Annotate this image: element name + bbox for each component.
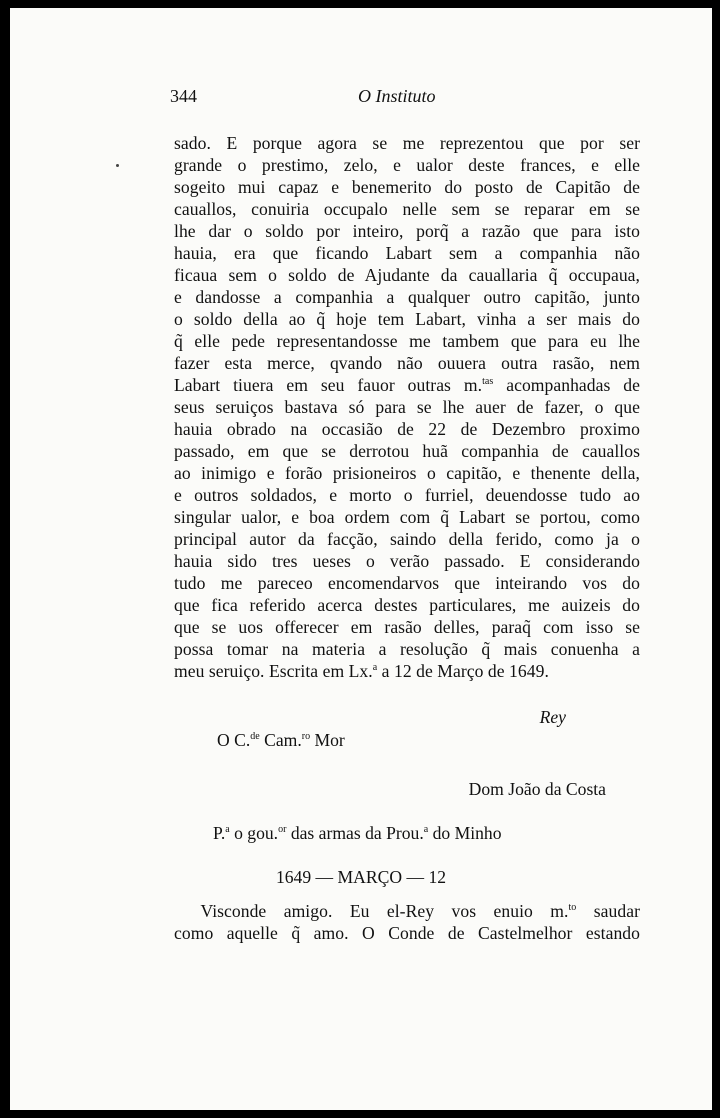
text-fragment: Mor xyxy=(310,730,345,750)
letter-body xyxy=(174,132,640,682)
superscript: de xyxy=(250,731,260,742)
text-line: como aquelle q̃ amo. O Conde de Castelmelhor estando xyxy=(174,923,640,943)
text-fragment: meu seruiço. Escrita em Lx. xyxy=(174,661,373,681)
text-line: sado. E porque agora se me reprezentou que por ser xyxy=(174,133,640,153)
page-number: 344 xyxy=(170,86,197,106)
text-line: sogeito mui capaz e benemerito do posto de Capitão de xyxy=(174,177,640,197)
margin-dot xyxy=(116,164,119,167)
text-line: singular ualor, e boa ordem com q̃ Labart se portou, como xyxy=(174,507,640,527)
signature-rey: Rey xyxy=(539,707,566,727)
superscript: to xyxy=(568,902,577,913)
superscript: tas xyxy=(482,376,494,387)
text-fragment: do Minho xyxy=(428,823,502,843)
text-fragment: O C. xyxy=(217,730,251,750)
text-fragment: das armas da Prou. xyxy=(286,823,424,843)
text-line: hauia obrado na occasião de 22 de Dezembro proximo xyxy=(174,419,640,439)
text-line xyxy=(174,900,640,922)
superscript: a xyxy=(372,662,378,673)
text-fragment: saudar xyxy=(576,901,641,921)
text-fragment: Visconde amigo. Eu el-Rey vos enuio m. xyxy=(200,901,569,921)
book-page xyxy=(10,8,712,1110)
text-line: lhe dar o soldo por inteiro, porq̃ a razão que para isto xyxy=(174,221,640,241)
text-line xyxy=(174,660,640,682)
date-heading: 1649 — MARÇO — 12 xyxy=(275,867,447,887)
text-line: o soldo della ao q̃ hoje tem Labart, vinha a ser mais do xyxy=(174,309,640,329)
text-fragment: o gou. xyxy=(229,823,279,843)
text-line: e dandosse a companhia a qualquer outro capitão, junto xyxy=(174,287,640,307)
text-line: hauia, era que ficando Labart sem a companhia não xyxy=(174,243,640,263)
text-line: que se uos offerecer em rasão delles, paraq̃ com isso se xyxy=(174,617,640,637)
text-line: passado, em que se derrotou huã companhia de cauallos xyxy=(174,441,640,461)
text-fragment: Labart tiuera em seu fauor outras m. xyxy=(174,375,483,395)
second-letter-body xyxy=(174,900,640,944)
running-title: O Instituto xyxy=(358,86,436,106)
superscript: or xyxy=(278,824,287,835)
text-line: fazer esta merce, qvando não ouuera outra rasão, nem xyxy=(174,353,640,373)
text-line: tudo me pareceo encomendarvos que inteirando vos do xyxy=(174,573,640,593)
text-fragment: Cam. xyxy=(259,730,302,750)
text-line: grande o prestimo, zelo, e ualor deste frances, e elle xyxy=(174,155,640,175)
text-fragment: a 12 de Março de 1649. xyxy=(377,661,549,681)
text-line: cauallos, conuiria occupalo nelle sem se reparar em se xyxy=(174,199,640,219)
text-line: principal autor da facção, saindo della ferido, como ja o xyxy=(174,529,640,549)
superscript: a xyxy=(225,824,230,835)
superscript: a xyxy=(423,824,429,835)
addressee-line xyxy=(217,729,712,751)
text-line: que fica referido acerca destes particulares, me auizeis do xyxy=(174,595,640,615)
text-line: hauia sido tres ueses o verão passado. E considerando xyxy=(174,551,640,571)
text-line: possa tomar na materia a resolução q̃ mais conuenha a xyxy=(174,639,640,659)
text-line xyxy=(174,374,640,396)
text-line: ficaua sem o soldo de Ajudante da cauallaria q̃ occupaua, xyxy=(174,265,640,285)
signatory-name: Dom João da Costa xyxy=(468,779,606,799)
text-fragment: P. xyxy=(213,823,226,843)
superscript: ro xyxy=(301,731,311,742)
text-line: q̃ elle pede representandosse me tambem que para eu lhe xyxy=(174,331,640,351)
text-line: ao inimigo e forão prisioneiros o capitão, e thenente della, xyxy=(174,463,640,483)
text-line: seus seruiços bastava só para se lhe auer de fazer, o que xyxy=(174,397,640,417)
text-fragment: acompanhadas de xyxy=(493,375,641,395)
page-header xyxy=(10,86,712,116)
recipient-line xyxy=(213,822,712,844)
text-line: e outros soldados, e morto o furriel, deuendosse tudo ao xyxy=(174,485,640,505)
